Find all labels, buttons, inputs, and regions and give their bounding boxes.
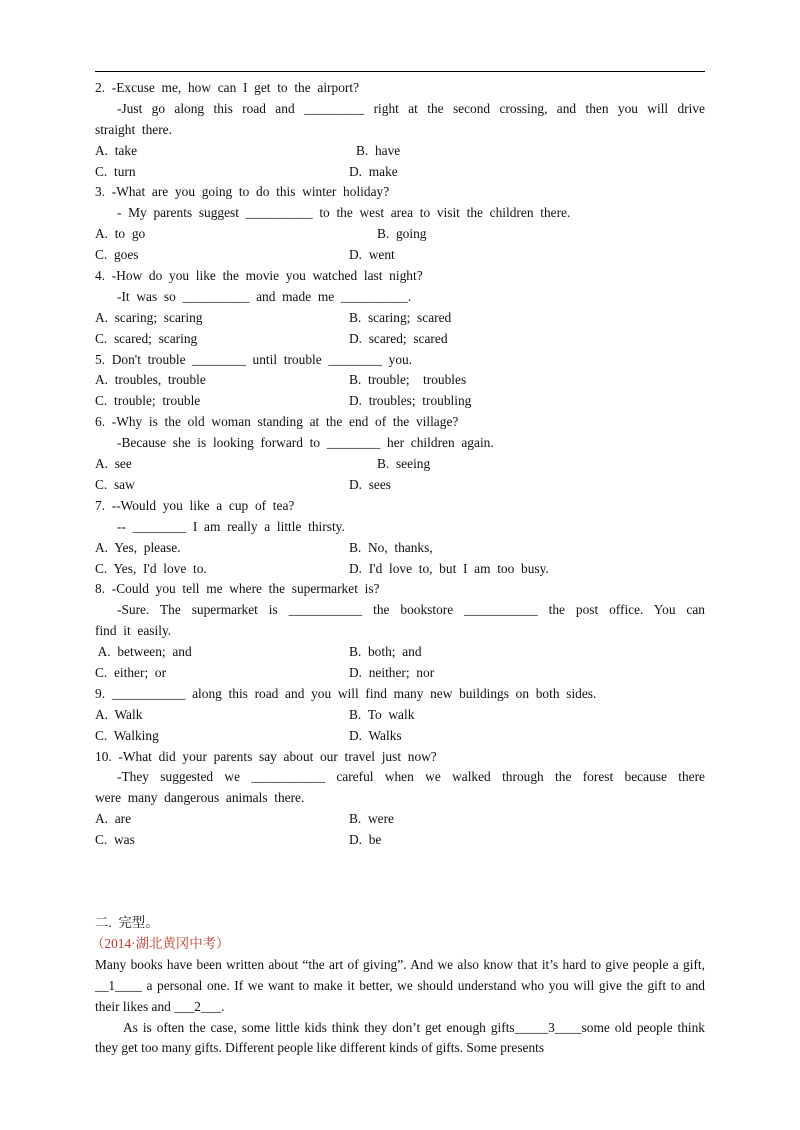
option-right: B. both; and [349, 644, 422, 660]
blank-2: ___2___ [174, 998, 222, 1014]
question-block [95, 182, 705, 266]
option-left: A. Yes, please. [95, 539, 181, 555]
option-right: D. neither; nor [349, 664, 435, 680]
option-right: D. went [349, 247, 395, 263]
question-line: 9. ___________ along this road and you will find many new buildings on both sides. [95, 685, 597, 701]
option-right: B. going [377, 226, 427, 242]
option-left: A. take [95, 142, 138, 158]
para-text: As is often the case, some little kids think they don’t get enough gifts [123, 1019, 515, 1035]
question-line: straight there. [95, 121, 172, 137]
option-left: C. goes [95, 247, 139, 263]
option-left: C. Yes, I'd love to. [95, 560, 207, 576]
question-line: find it easily. [95, 623, 172, 639]
option-left: A. see [95, 456, 132, 472]
cloze-paragraph-2 [95, 1018, 705, 1060]
question-block [95, 412, 705, 496]
question-line: -Sure. The supermarket is ___________ the bookstore ___________ the post office. You can [117, 602, 705, 618]
option-row [95, 329, 705, 350]
option-row [95, 162, 705, 183]
option-right: B. To walk [349, 706, 415, 722]
option-left: C. scared; scaring [95, 330, 198, 346]
option-right: B. seeing [377, 456, 431, 472]
option-left: C. saw [95, 476, 135, 492]
option-right: D. sees [349, 476, 392, 492]
option-left: A. to go [95, 226, 146, 242]
option-row [95, 454, 705, 475]
option-right: D. I'd love to, but I am too busy. [349, 560, 549, 576]
question-block [95, 496, 705, 580]
option-right: B. scaring; scared [349, 309, 452, 325]
para-text: some old people think they get too many gifts. Different people like different kinds of gifts. Some presents [95, 1019, 705, 1056]
option-row [95, 391, 705, 412]
question-line: - My parents suggest __________ to the west area to visit the children there. [117, 205, 571, 221]
question-block [95, 747, 705, 851]
option-row [95, 809, 705, 830]
question-line: -Just go along this road and _________ right at the second crossing, and then you will drive [117, 100, 705, 116]
option-row [95, 830, 705, 851]
section-title: 二. 完型。 [95, 915, 159, 930]
question-block [95, 684, 705, 747]
question-line: 4. -How do you like the movie you watched last night? [95, 268, 423, 284]
exam-source: （2014·湖北黄冈中考） [91, 935, 230, 951]
option-row [95, 538, 705, 559]
option-row [95, 308, 705, 329]
question-block [95, 266, 705, 350]
option-row [95, 475, 705, 496]
option-right: B. No, thanks, [349, 539, 433, 555]
option-right: D. make [349, 163, 398, 179]
option-left: C. was [95, 832, 135, 848]
option-row [95, 141, 705, 162]
para-text: . [221, 998, 225, 1014]
option-right: B. trouble; troubles [349, 372, 467, 388]
question-line: -- ________ I am really a little thirsty. [117, 518, 345, 534]
question-line: 7. --Would you like a cup of tea? [95, 497, 295, 513]
option-row [95, 726, 705, 747]
option-row [95, 370, 705, 391]
option-row [95, 245, 705, 266]
option-right: B. have [356, 142, 401, 158]
option-row [95, 663, 705, 684]
option-left: A. scaring; scaring [95, 309, 203, 325]
header-rule [95, 71, 705, 72]
option-left: A. are [95, 811, 132, 827]
section-gap [95, 851, 705, 913]
cloze-paragraph-1 [95, 955, 705, 1018]
option-right: B. were [349, 811, 394, 827]
question-line: -They suggested we ___________ careful when we walked through the forest because there [117, 769, 705, 785]
option-left: C. turn [95, 163, 136, 179]
blank-3: _____3____ [514, 1019, 582, 1035]
blank-1: __1____ [95, 977, 142, 993]
question-line: 6. -Why is the old woman standing at the end of the village? [95, 414, 459, 430]
option-left: C. either; or [95, 664, 167, 680]
option-left: C. trouble; trouble [95, 393, 201, 409]
question-block [95, 579, 705, 683]
option-left: A. troubles, trouble [95, 372, 206, 388]
option-row [95, 224, 705, 245]
question-line: -It was so __________ and made me __________. [117, 288, 412, 304]
question-block [95, 350, 705, 413]
question-line: 8. -Could you tell me where the supermarket is? [95, 581, 380, 597]
para-text: a personal one. If we want to make it better, we should understand who you will give the gift to and their likes and [95, 977, 705, 1014]
option-row [95, 642, 705, 663]
question-line: -Because she is looking forward to ________ her children again. [117, 435, 494, 451]
option-right: D. Walks [349, 727, 402, 743]
document-content [91, 78, 705, 1059]
question-line: were many dangerous animals there. [95, 790, 305, 806]
option-right: D. scared; scared [349, 330, 448, 346]
question-block [95, 78, 705, 182]
para-text: Many books have been written about “the art of giving”. And we also know that it’s hard to give people a gift, [95, 956, 705, 972]
question-line: 5. Don't trouble ________ until trouble ________ you. [95, 351, 413, 367]
option-row [95, 559, 705, 580]
option-left: A. Walk [95, 706, 143, 722]
question-line: 2. -Excuse me, how can I get to the airport? [95, 80, 360, 95]
option-right: D. troubles; troubling [349, 393, 472, 409]
option-right: D. be [349, 832, 382, 848]
question-line: 10. -What did your parents say about our travel just now? [95, 748, 437, 764]
question-line: 3. -What are you going to do this winter holiday? [95, 184, 390, 200]
option-row [95, 705, 705, 726]
option-left: A. between; and [95, 644, 192, 660]
option-left: C. Walking [95, 727, 159, 743]
